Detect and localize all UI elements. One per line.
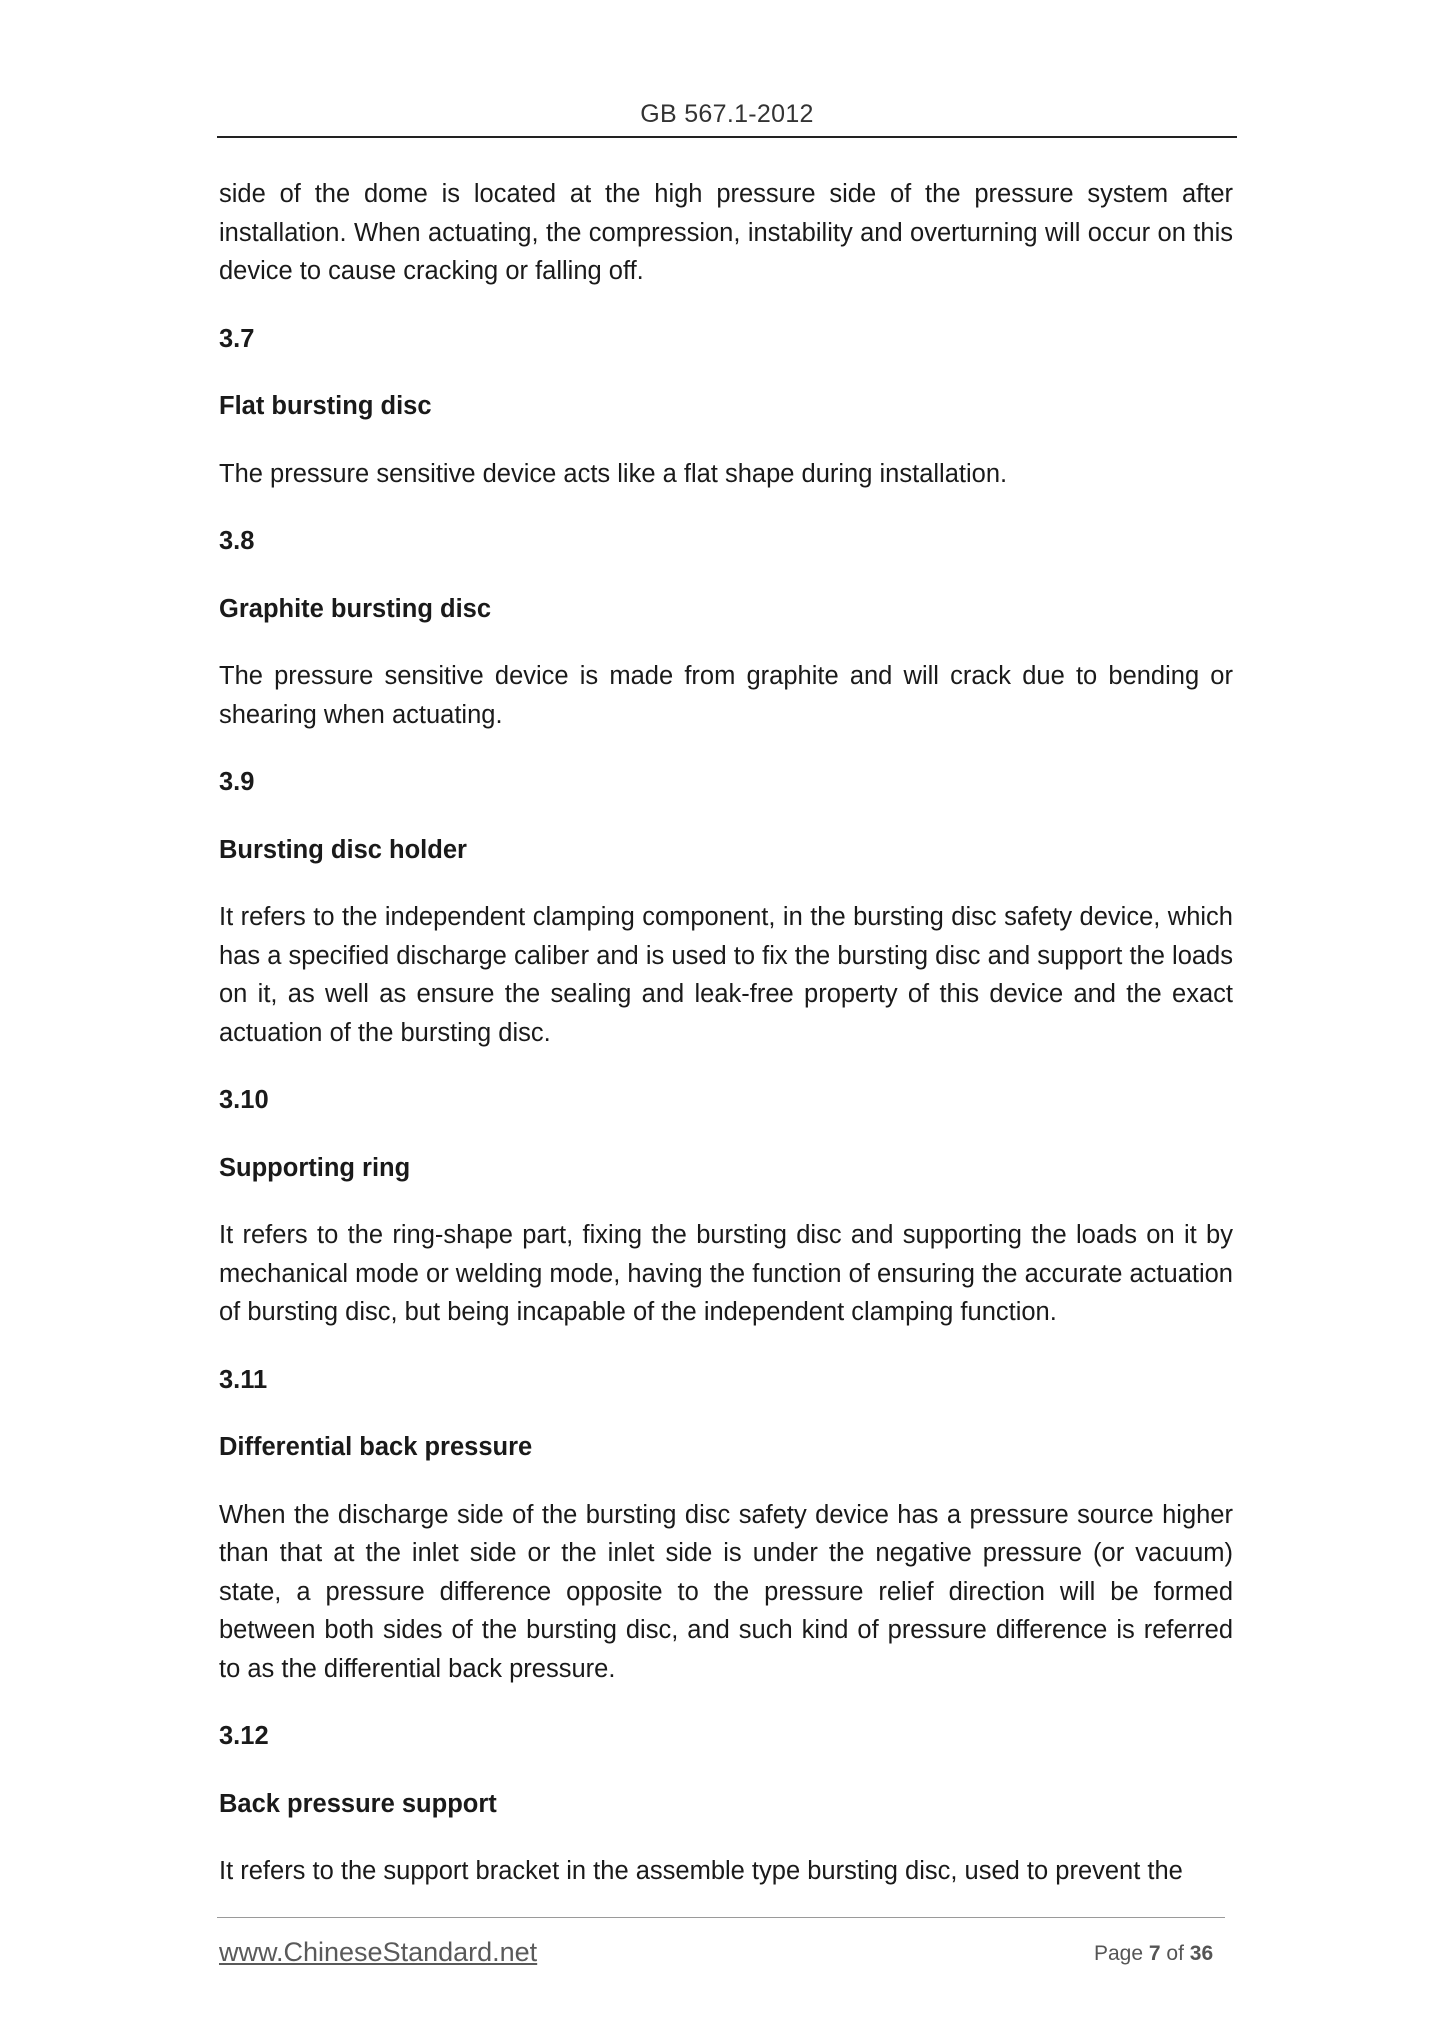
- section-definition-3-9: It refers to the independent clamping component, in the bursting disc safety device, which has a specified discharge caliber and is used to fix the bursting disc and support the loads on it, as well as ensure the sealing and leak-free property of this device and the exact actuation of the bursting disc.: [219, 903, 1233, 1047]
- page-total: 36: [1189, 1942, 1214, 1965]
- page-label: Page: [1094, 1942, 1144, 1965]
- section-definition-3-10: It refers to the ring-shape part, fixing the bursting disc and supporting the loads on it by mechanical mode or welding mode, having the function of ensuring the accurate actuation of bursting disc, but being incapable of the independent clamping function.: [219, 1221, 1233, 1326]
- footer-website-link[interactable]: www.ChineseStandard.net: [219, 1937, 538, 1967]
- section-number-3-10: 3.10: [219, 1086, 269, 1114]
- section-definition-3-12: It refers to the support bracket in the assemble type bursting disc, used to prevent the: [219, 1857, 1183, 1885]
- document-body: [219, 175, 1233, 1891]
- section-number-3-11: 3.11: [219, 1365, 268, 1394]
- header-divider: [217, 136, 1237, 138]
- section-definition-3-11: When the discharge side of the bursting disc safety device has a pressure source higher than that at the inlet side or the inlet side is under the negative pressure (or vacuum) state, a pressure difference opposite to the pressure relief direction will be formed between both sides of the bursting disc, and such kind of pressure difference is referred to as the differential back pressure.: [219, 1500, 1233, 1683]
- section-definition-3-7: The pressure sensitive device acts like a flat shape during installation.: [219, 459, 1008, 488]
- section-number-3-12: 3.12: [219, 1722, 269, 1750]
- section-term-3-9: Bursting disc holder: [219, 835, 467, 864]
- intro-paragraph: side of the dome is located at the high pressure side of the pressure system after installation. When actuating, the compression, instability and overturning will occur on this device to cause cracking or falling off.: [219, 180, 1233, 285]
- section-term-3-12: Back pressure support: [219, 1789, 497, 1818]
- page-of-label: of: [1166, 1942, 1184, 1965]
- section-term-3-8: Graphite bursting disc: [219, 594, 492, 623]
- section-definition-3-8: The pressure sensitive device is made from graphite and will crack due to bending or shearing when actuating.: [219, 662, 1233, 729]
- page-header-title: GB 567.1-2012: [640, 100, 814, 128]
- section-number-3-9: 3.9: [219, 768, 255, 796]
- page-current: 7: [1148, 1942, 1161, 1965]
- section-number-3-8: 3.8: [219, 527, 255, 555]
- section-number-3-7: 3.7: [219, 324, 255, 353]
- section-term-3-10: Supporting ring: [219, 1153, 411, 1182]
- section-term-3-7: Flat bursting disc: [219, 392, 432, 420]
- section-term-3-11: Differential back pressure: [219, 1433, 533, 1461]
- footer-divider: [217, 1917, 1225, 1918]
- page-number: [1094, 1942, 1213, 1966]
